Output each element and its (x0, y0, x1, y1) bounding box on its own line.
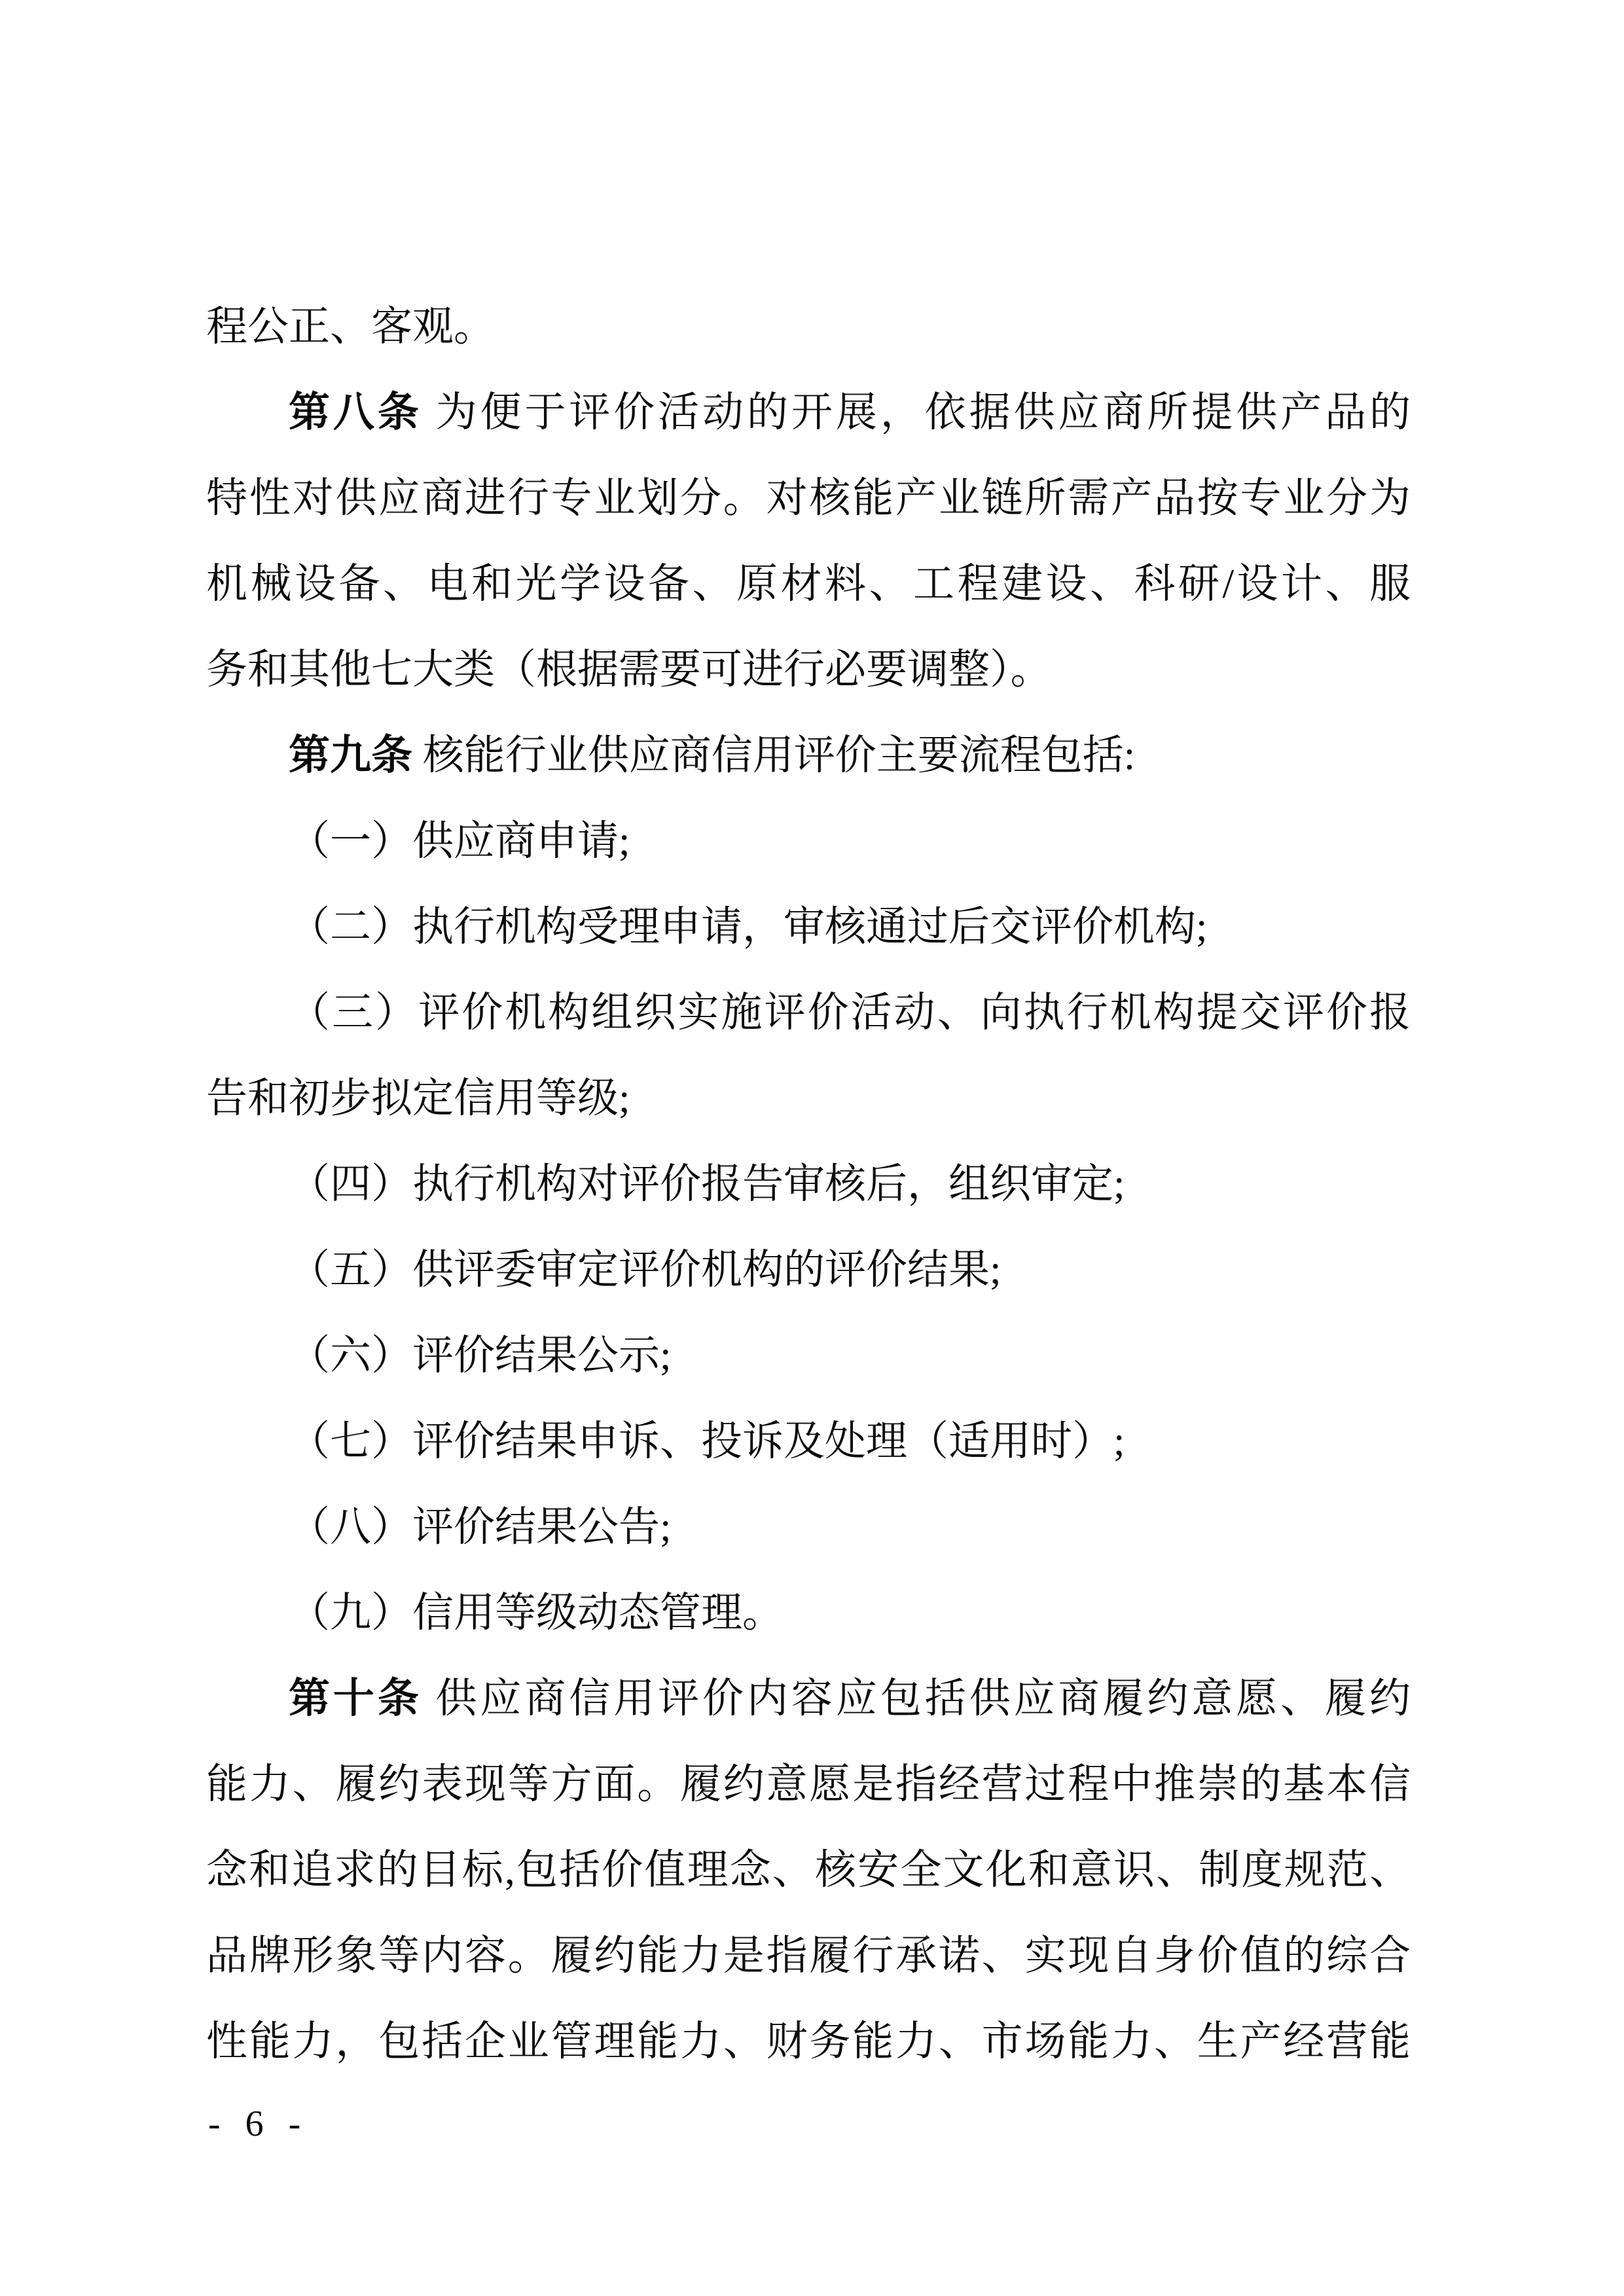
text-line (206, 284, 1411, 370)
text-line (206, 1742, 1411, 1827)
body-text-segment: 机械设备、电和光学设备、原材料、工程建设、科研/设计、服 (206, 561, 1411, 607)
text-line (206, 1656, 1411, 1742)
text-line (206, 456, 1411, 541)
text-line (206, 1827, 1411, 1913)
text-line (206, 1399, 1411, 1484)
body-text-segment: 能力、履约表现等方面。履约意愿是指经营过程中推崇的基本信 (206, 1761, 1411, 1807)
text-line (206, 1227, 1411, 1313)
article-number: 第八条 (289, 389, 422, 435)
body-text-segment: 特性对供应商进行专业划分。对核能产业链所需产品按专业分为 (206, 475, 1411, 521)
body-text-segment: 为便于评价活动的开展，依据供应商所提供产品的 (422, 389, 1411, 435)
body-text-segment: 程公正、客观。 (206, 304, 495, 350)
body-text-segment: （九）信用等级动态管理。 (289, 1590, 784, 1636)
text-line (206, 1570, 1411, 1656)
body-text-segment: 务和其他七大类（根据需要可进行必要调整）。 (206, 647, 1052, 692)
text-line (206, 884, 1411, 970)
body-text-segment: （四）执行机构对评价报告审核后，组织审定; (289, 1161, 1125, 1207)
body-text-segment: 性能力，包括企业管理能力、财务能力、市场能力、生产经营能 (206, 2018, 1411, 2064)
body-text-segment: 告和初步拟定信用等级; (206, 1075, 630, 1121)
text-line (206, 370, 1411, 456)
body-text-segment: 核能行业供应商信用评价主要流程包括: (412, 732, 1136, 778)
article-number: 第九条 (289, 732, 412, 778)
body-text-segment: （六）评价结果公示; (289, 1333, 672, 1378)
text-line (206, 1913, 1411, 1999)
body-text-segment: 供应商信用评价内容应包括供应商履约意愿、履约 (422, 1676, 1411, 1721)
body-text-segment: 品牌形象等内容。履约能力是指履行承诺、实现自身价值的综合 (206, 1933, 1411, 1979)
body-text-segment: （三）评价机构组织实施评价活动、向执行机构提交评价报 (289, 990, 1411, 1035)
text-line (206, 627, 1411, 713)
body-text-segment: （五）供评委审定评价机构的评价结果; (289, 1247, 1001, 1293)
text-line (206, 1313, 1411, 1399)
text-line (206, 1056, 1411, 1141)
article-number: 第十条 (289, 1676, 422, 1721)
text-line (206, 713, 1411, 798)
document-body (206, 284, 1411, 2085)
body-text-segment: （二）执行机构受理申请，审核通过后交评价机构; (289, 904, 1208, 950)
body-text-segment: （七）评价结果申诉、投诉及处理（适用时）; (289, 1418, 1125, 1464)
body-text-segment: （一）供应商申请; (289, 818, 630, 864)
body-text-segment: 念和追求的目标,包括价值理念、核安全文化和意识、制度规范、 (206, 1847, 1411, 1893)
text-line (206, 1999, 1411, 2085)
text-line (206, 1484, 1411, 1570)
text-line (206, 1141, 1411, 1227)
text-line (206, 541, 1411, 627)
text-line (206, 970, 1411, 1056)
body-text-segment: （八）评价结果公告; (289, 1504, 672, 1550)
page-number: - 6 - (208, 2104, 309, 2144)
text-line (206, 798, 1411, 884)
